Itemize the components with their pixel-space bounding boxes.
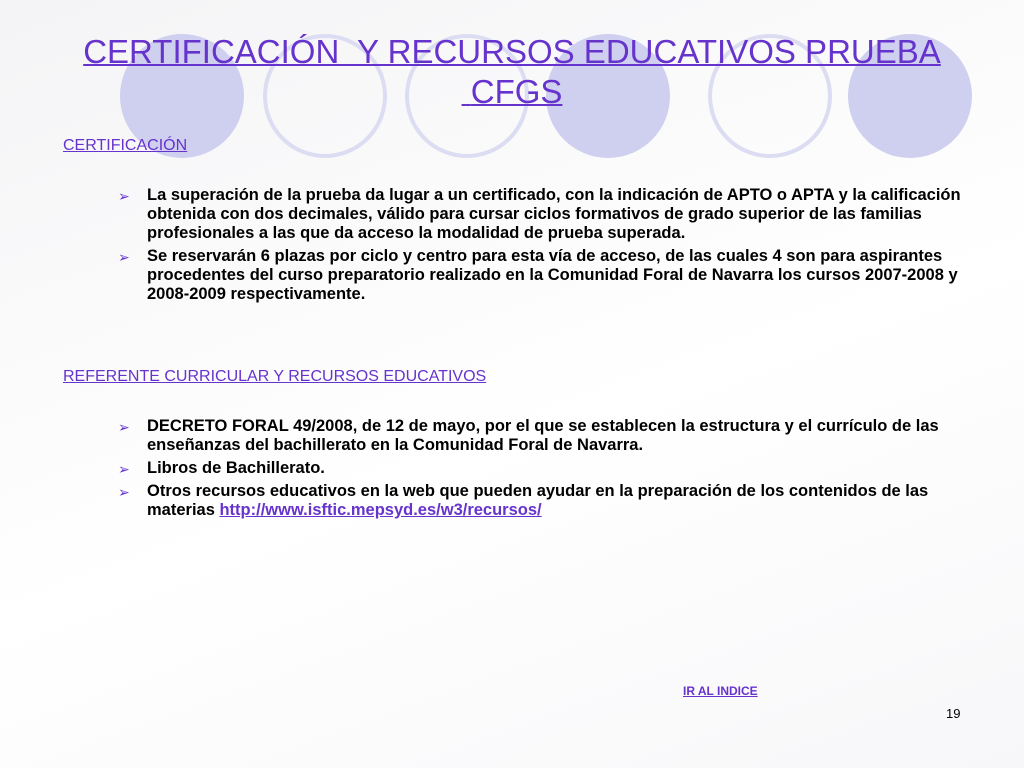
list-item [118,482,978,520]
bullet-text: Se reservarán 6 plazas por ciclo y centro para esta vía de acceso, de las cuales 4 son para aspirantes procedentes del curso preparatorio realizado en la Comunidad Foral de Navarra los cursos 2007-2008 y 2008-2009 respectivamente. [147,247,958,303]
arrow-bullet-icon: ➢ [118,484,130,500]
list-item [118,459,978,478]
section-heading-certificacion[interactable]: CERTIFICACIÓN [63,137,188,154]
ir-al-indice-link[interactable]: IR AL INDICE [683,684,758,698]
bullet-text: Libros de Bachillerato. [147,459,325,477]
bullet-text: Otros recursos educativos en la web que pueden ayudar en la preparación de los contenidos de las materias [147,482,929,519]
recursos-web-link[interactable]: http://www.isftic.mepsyd.es/w3/recursos/ [219,501,542,519]
list-item [118,417,978,455]
bullet-text: DECRETO FORAL 49/2008, de 12 de mayo, por el que se establecen la estructura y el currículo de las enseñanzas del bachillerato en la Comunidad Foral de Navarra. [147,417,939,454]
section-heading-referente-curricular[interactable]: REFERENTE CURRICULAR Y RECURSOS EDUCATIVOS [63,368,487,385]
arrow-bullet-icon: ➢ [118,419,130,435]
arrow-bullet-icon: ➢ [118,461,130,477]
arrow-bullet-icon: ➢ [118,188,130,204]
certificacion-bullet-list [118,186,978,308]
bullet-text: La superación de la prueba da lugar a un certificado, con la indicación de APTO o APTA y la calificación obtenida con dos decimales, válido para cursar ciclos formativos de grado superior de las familias profesionales a las que da acceso la modalidad de prueba superada. [147,186,961,242]
slide-title: CERTIFICACIÓN Y RECURSOS EDUCATIVOS PRUEBA CFGS [83,33,941,110]
list-item [118,186,978,243]
arrow-bullet-icon: ➢ [118,249,130,265]
list-item [118,247,978,304]
recursos-bullet-list [118,417,978,524]
page-number: 19 [946,706,961,721]
